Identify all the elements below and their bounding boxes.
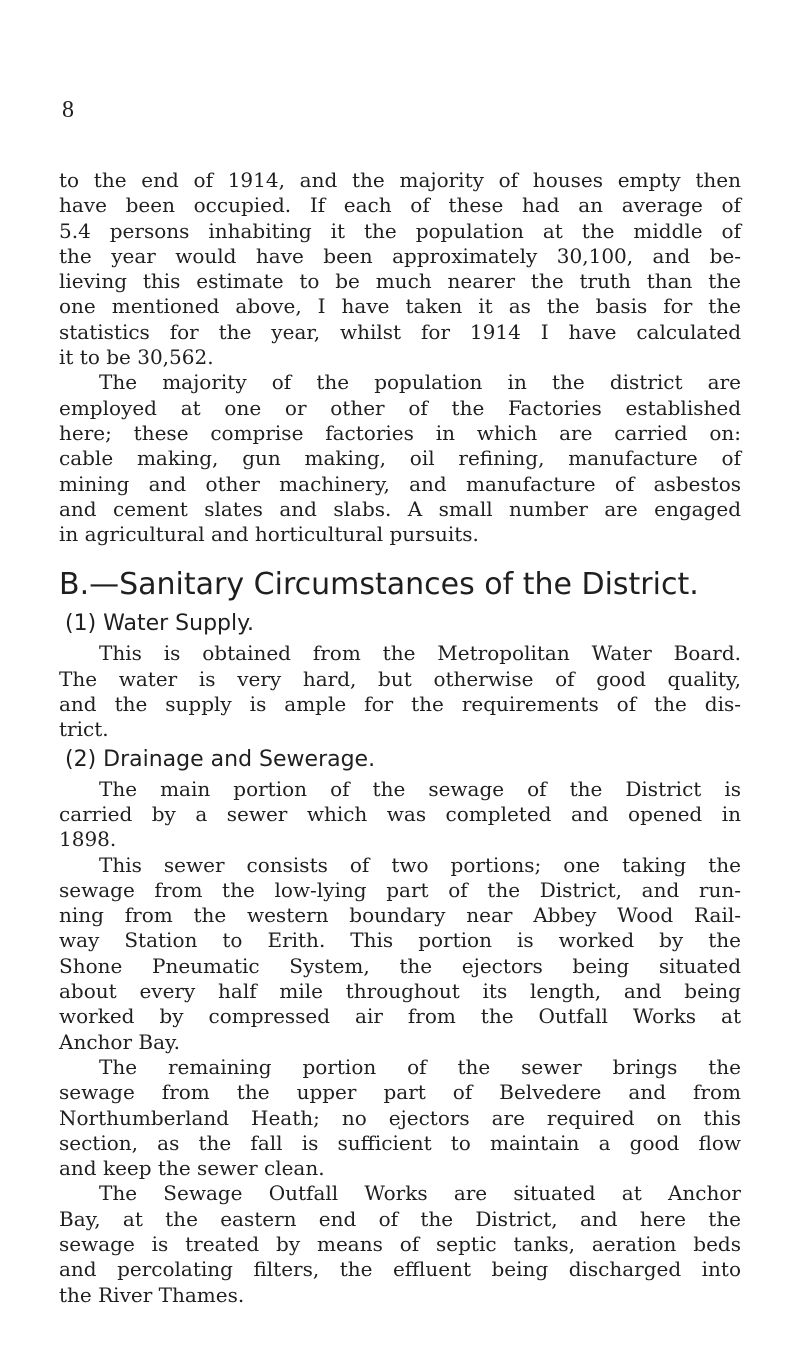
text-line: This is obtained from the Metropolitan Water Board.	[99, 641, 741, 666]
text-line: 1898.	[59, 827, 117, 852]
section-heading: B.—Sanitary Circumstances of the District.	[59, 567, 699, 603]
text-line: Shone Pneumatic System, the ejectors being situated	[59, 953, 741, 978]
text-line: way Station to Erith. This portion is worked by the	[59, 928, 741, 953]
water-supply-paragraph	[59, 641, 741, 742]
water-supply-heading: (1) Water Supply.	[65, 611, 255, 637]
text-line: Anchor Bay.	[59, 1029, 180, 1054]
text-line: in agricultural and horticultural pursuits.	[59, 522, 479, 547]
text-line: ning from the western boundary near Abbey Wood Rail-	[59, 903, 741, 928]
text-line: to the end of 1914, and the majority of houses empty then	[59, 168, 741, 192]
text-line: section, as the fall is sufficient to maintain a good flow	[59, 1130, 741, 1155]
page-number: 8	[62, 97, 74, 123]
employment-paragraph	[59, 370, 741, 547]
text-line: Northumberland Heath; no ejectors are required on this	[59, 1105, 741, 1130]
text-line: employed at one or other of the Factories established	[59, 395, 741, 420]
drainage-paragraph-1	[59, 777, 741, 853]
text-line: The water is very hard, but otherwise of good quality,	[59, 666, 741, 691]
page-body	[59, 168, 741, 1308]
drainage-paragraph-3	[59, 1055, 741, 1181]
text-line: statistics for the year, whilst for 1914 I have calculated	[59, 319, 741, 344]
text-line: This sewer consists of two portions; one taking the	[99, 852, 741, 877]
text-line: worked by compressed air from the Outfall Works at	[59, 1004, 741, 1029]
text-line: sewage from the low-lying part of the District, and run-	[59, 877, 741, 902]
text-line: and keep the sewer clean.	[59, 1156, 325, 1181]
text-line: and percolating filters, the effluent being discharged into	[59, 1257, 741, 1282]
text-line: 5.4 persons inhabiting it the population at the middle of	[59, 218, 741, 243]
drainage-heading: (2) Drainage and Sewerage.	[65, 746, 376, 772]
drainage-paragraph-2	[59, 853, 741, 1055]
text-line: trict.	[59, 717, 109, 742]
text-line: the year would have been approximately 30,100, and be-	[59, 243, 741, 268]
text-line: mining and other machinery, and manufacture of asbestos	[59, 471, 741, 496]
text-line: carried by a sewer which was completed and opened in	[59, 801, 741, 826]
drainage-paragraph-4	[59, 1181, 741, 1307]
text-line: The majority of the population in the district are	[99, 370, 741, 395]
intro-paragraph	[59, 168, 741, 370]
text-line: one mentioned above, I have taken it as the basis for the	[59, 294, 741, 319]
text-line: about every half mile throughout its length, and being	[59, 979, 741, 1004]
text-line: and cement slates and slabs. A small number are engaged	[59, 496, 741, 521]
text-line: here; these comprise factories in which are carried on:	[59, 420, 741, 445]
text-line: The Sewage Outfall Works are situated at Anchor	[99, 1181, 741, 1206]
text-line: sewage is treated by means of septic tanks, aeration beds	[59, 1231, 741, 1256]
text-line: lieving this estimate to be much nearer the truth than the	[59, 269, 741, 294]
text-line: The remaining portion of the sewer brings the	[99, 1054, 741, 1079]
text-line: Bay, at the eastern end of the District, and here the	[59, 1206, 741, 1231]
text-line: sewage from the upper part of Belvedere and from	[59, 1080, 741, 1105]
text-line: and the supply is ample for the requirements of the dis-	[59, 692, 741, 717]
text-line: it to be 30,562.	[59, 345, 214, 370]
text-line: cable making, gun making, oil refining, manufacture of	[59, 446, 741, 471]
text-line: the River Thames.	[59, 1282, 245, 1307]
text-line: have been occupied. If each of these had an average of	[59, 193, 741, 218]
text-line: The main portion of the sewage of the District is	[99, 776, 741, 801]
